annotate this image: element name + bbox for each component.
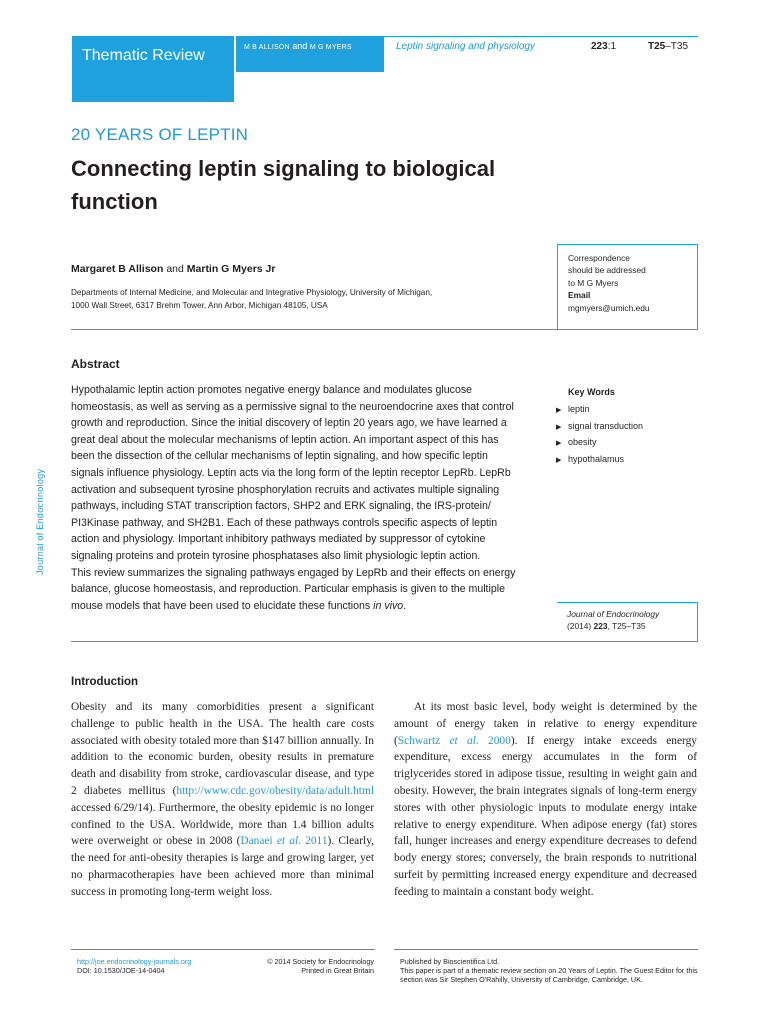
abstract-line: balance, glucose homeostasis, and reproduction. Particular emphasis is given to the multiple (71, 583, 505, 596)
abstract-italic-term: in vivo (373, 599, 404, 612)
page-range (648, 41, 688, 52)
thematic-note: This paper is part of a thematic review section on 20 Years of Leptin. The Guest Editor for this section was Sir Stephen O'Rahilly, University of Cambridge, Cambridge, UK. (400, 966, 698, 984)
affiliation (71, 286, 511, 312)
doi: DOI: 10.1530/JOE-14-0404 (77, 966, 165, 975)
keyword-item (556, 402, 643, 419)
ref-author: Schwartz (397, 734, 450, 747)
intro-left-text-1: Obesity and its many comorbidities present a significant challenge to public health in the USA. The health care costs associated with obesity totaled more than $147 billion annually. In addition to the economic burden, obesity results in premature death and disability from stroke, cardiovascular disease, and type 2 diabetes mellitus ( (71, 701, 374, 797)
section-label (72, 36, 234, 102)
volume-issue (591, 41, 616, 52)
printed-in: Printed in Great Britain (301, 966, 374, 975)
citation-year: (2014) (567, 621, 594, 632)
correspondence-box (557, 244, 698, 330)
keyword-item (556, 435, 643, 452)
abstract-line: activation and subsequent tyrosine phosphorylation recruits and activates multiple signaling (71, 483, 500, 496)
abstract-line: great deal about the molecular mechanisms of leptin action. An important aspect of this has (71, 433, 499, 446)
citation-journal: Journal of Endocrinology (567, 609, 660, 619)
keywords-list (556, 402, 643, 468)
abstract-rule (71, 641, 557, 642)
email-address[interactable]: mgmyers@umich.edu (568, 302, 650, 313)
abstract-period: . (403, 599, 407, 612)
page-start: T25 (648, 41, 666, 52)
page-end: –T35 (665, 41, 689, 52)
ref-year: . 2011 (298, 835, 328, 848)
abstract-line: action and physiology. Important inhibitory pathways mediated by suppressor of cytokine (71, 533, 486, 546)
header-rule (384, 36, 698, 37)
reference-link-danaei[interactable] (240, 835, 327, 847)
reference-link-schwartz[interactable] (398, 735, 511, 747)
affiliation-line-2: 1000 Wall Street, 6317 Brehm Tower, Ann Arbor, Michigan 48105, USA (71, 301, 328, 310)
abstract-line: Hypothalamic leptin action promotes negative energy balance and modulates glucose (71, 384, 473, 396)
affiliation-rule (71, 329, 557, 330)
intro-right-text-1: At its most basic level, body weight is determined by the amount of energy taken in relative to energy expenditure ( (394, 701, 697, 747)
bullet-arrow-icon: ▶ (556, 423, 562, 431)
keyword-label: hypothalamus (568, 453, 625, 464)
bullet-arrow-icon: ▶ (556, 440, 562, 447)
article-title: Connecting leptin signaling to biological function (71, 156, 496, 214)
abstract-line: been the dissection of the cellular mechanisms of leptin signaling, and how specific leptin (71, 450, 488, 463)
correspondence-line-2: should be addressed (568, 265, 646, 276)
footer-rule-left (71, 949, 375, 950)
author-2: Martin G Myers Jr (186, 263, 276, 275)
ref-author: Danaei (240, 835, 277, 848)
abstract-line: signaling proteins and protein tyrosine phosphatases also limit physiologic leptin action. (71, 549, 481, 562)
footer-rule-right (394, 949, 698, 950)
abstract-line: homeostasis, as well as serving as a permissive signal to the neuroendocrine axes that control (71, 400, 514, 413)
abstract-line: signals influence physiology. Leptin acts via the long form of the leptin receptor LepRb. LepRb (71, 466, 511, 479)
keyword-label: signal transduction (568, 420, 644, 431)
abstract-line: growth and reproduction. Since the initial discovery of leptin 20 years ago, we have learned a (71, 417, 507, 430)
series-label: 20 YEARS OF LEPTIN (71, 125, 249, 144)
header-author-2: M G MYERS (309, 44, 352, 51)
running-title: Leptin signaling and physiology (396, 41, 535, 52)
bullet-arrow-icon: ▶ (556, 456, 562, 464)
abstract-line: pathways, including STAT transcription factors, SHP2 and ERK signaling, the IRS-protein/ (71, 500, 491, 513)
author-conjunction: and (166, 263, 184, 275)
citation-box (557, 602, 698, 642)
publisher: Published by Bioscientifica Ltd. (400, 957, 500, 966)
keyword-item (556, 419, 643, 436)
ref-year: . 2000 (475, 734, 511, 747)
sidebar-journal-name: Journal of Endocrinology (35, 468, 45, 575)
keyword-label: obesity (568, 437, 597, 447)
correspondence-line-1: Correspondence (568, 253, 630, 263)
ref-etal: et al (276, 835, 299, 848)
citation-pages: , T25–T35 (607, 621, 646, 632)
header-authors (244, 41, 352, 51)
intro-left-text-2: accessed 6/29/14). Furthermore, the obesity epidemic is no longer confined to the USA. Worldwide, more than 1.4 billion adults were overweight or obese in 2008 ( (71, 801, 374, 848)
keywords-heading: Key Words (568, 387, 615, 397)
journal-url-text[interactable]: http://joe.endocrinology-journals.org (77, 957, 192, 966)
author-1: Margaret B Allison (71, 263, 164, 275)
abstract-line: PI3Kinase pathway, and SH2B1. Each of these pathways controls specific aspects of leptin (71, 516, 498, 529)
keyword-item (556, 452, 643, 469)
abstract-last-text: mouse models that have been used to elucidate these functions (71, 599, 374, 612)
citation-details (567, 620, 697, 632)
intro-column-left (71, 699, 374, 901)
issue: :1 (607, 41, 617, 52)
correspondence-line-3: to M G Myers (568, 277, 619, 288)
header-author-and: and (292, 41, 308, 51)
bullet-arrow-icon: ▶ (556, 407, 562, 414)
intro-left-text-3: ). Clearly, the need for anti-obesity therapies is large and growing larger, yet no pharmacotherapies have been achieved more than minimal success in promoting long-term weight loss. (71, 835, 374, 898)
abstract-line: This review summarizes the signaling pathways engaged by LepRb and their effects on energy (71, 566, 516, 579)
author-list (71, 263, 275, 275)
affiliation-line-1: Departments of Internal Medicine, and Molecular and Integrative Physiology, University of Michigan, (71, 288, 433, 297)
email-label: Email (568, 290, 591, 301)
header-author-1: M B ALLISON (244, 44, 290, 51)
journal-url[interactable] (77, 957, 191, 966)
ref-etal: et al (449, 734, 476, 747)
cdc-link[interactable]: http://www.cdc.gov/obesity/data/adult.html (176, 784, 374, 797)
abstract-last-line (71, 598, 541, 615)
introduction-heading: Introduction (71, 676, 139, 688)
intro-right-text-2: ). If energy intake exceeds energy expenditure, excess energy accumulates in the form of triglycerides stored in adipose tissue, resulting in weight gain and obesity. However, the brain integrates signals of long-term energy stores with other physiologic inputs to modulate energy intake relative to energy expenditure. When adipose energy (fat) stores fall, hunger increases and energy expenditure decreases to defend body energy stores; conversely, the brain responds to nutritional surfeit by permitting increased energy expenditure and decreased feeding to maintain a constant body weight. (394, 734, 697, 898)
abstract-body (71, 382, 541, 614)
intro-column-right (394, 699, 697, 901)
copyright: © 2014 Society for Endocrinology (267, 957, 374, 966)
citation-volume: 223 (593, 621, 608, 632)
abstract-heading: Abstract (71, 357, 120, 371)
volume: 223 (591, 41, 608, 52)
section-label-text: Thematic Review (82, 47, 205, 64)
keyword-label: leptin (568, 404, 590, 414)
